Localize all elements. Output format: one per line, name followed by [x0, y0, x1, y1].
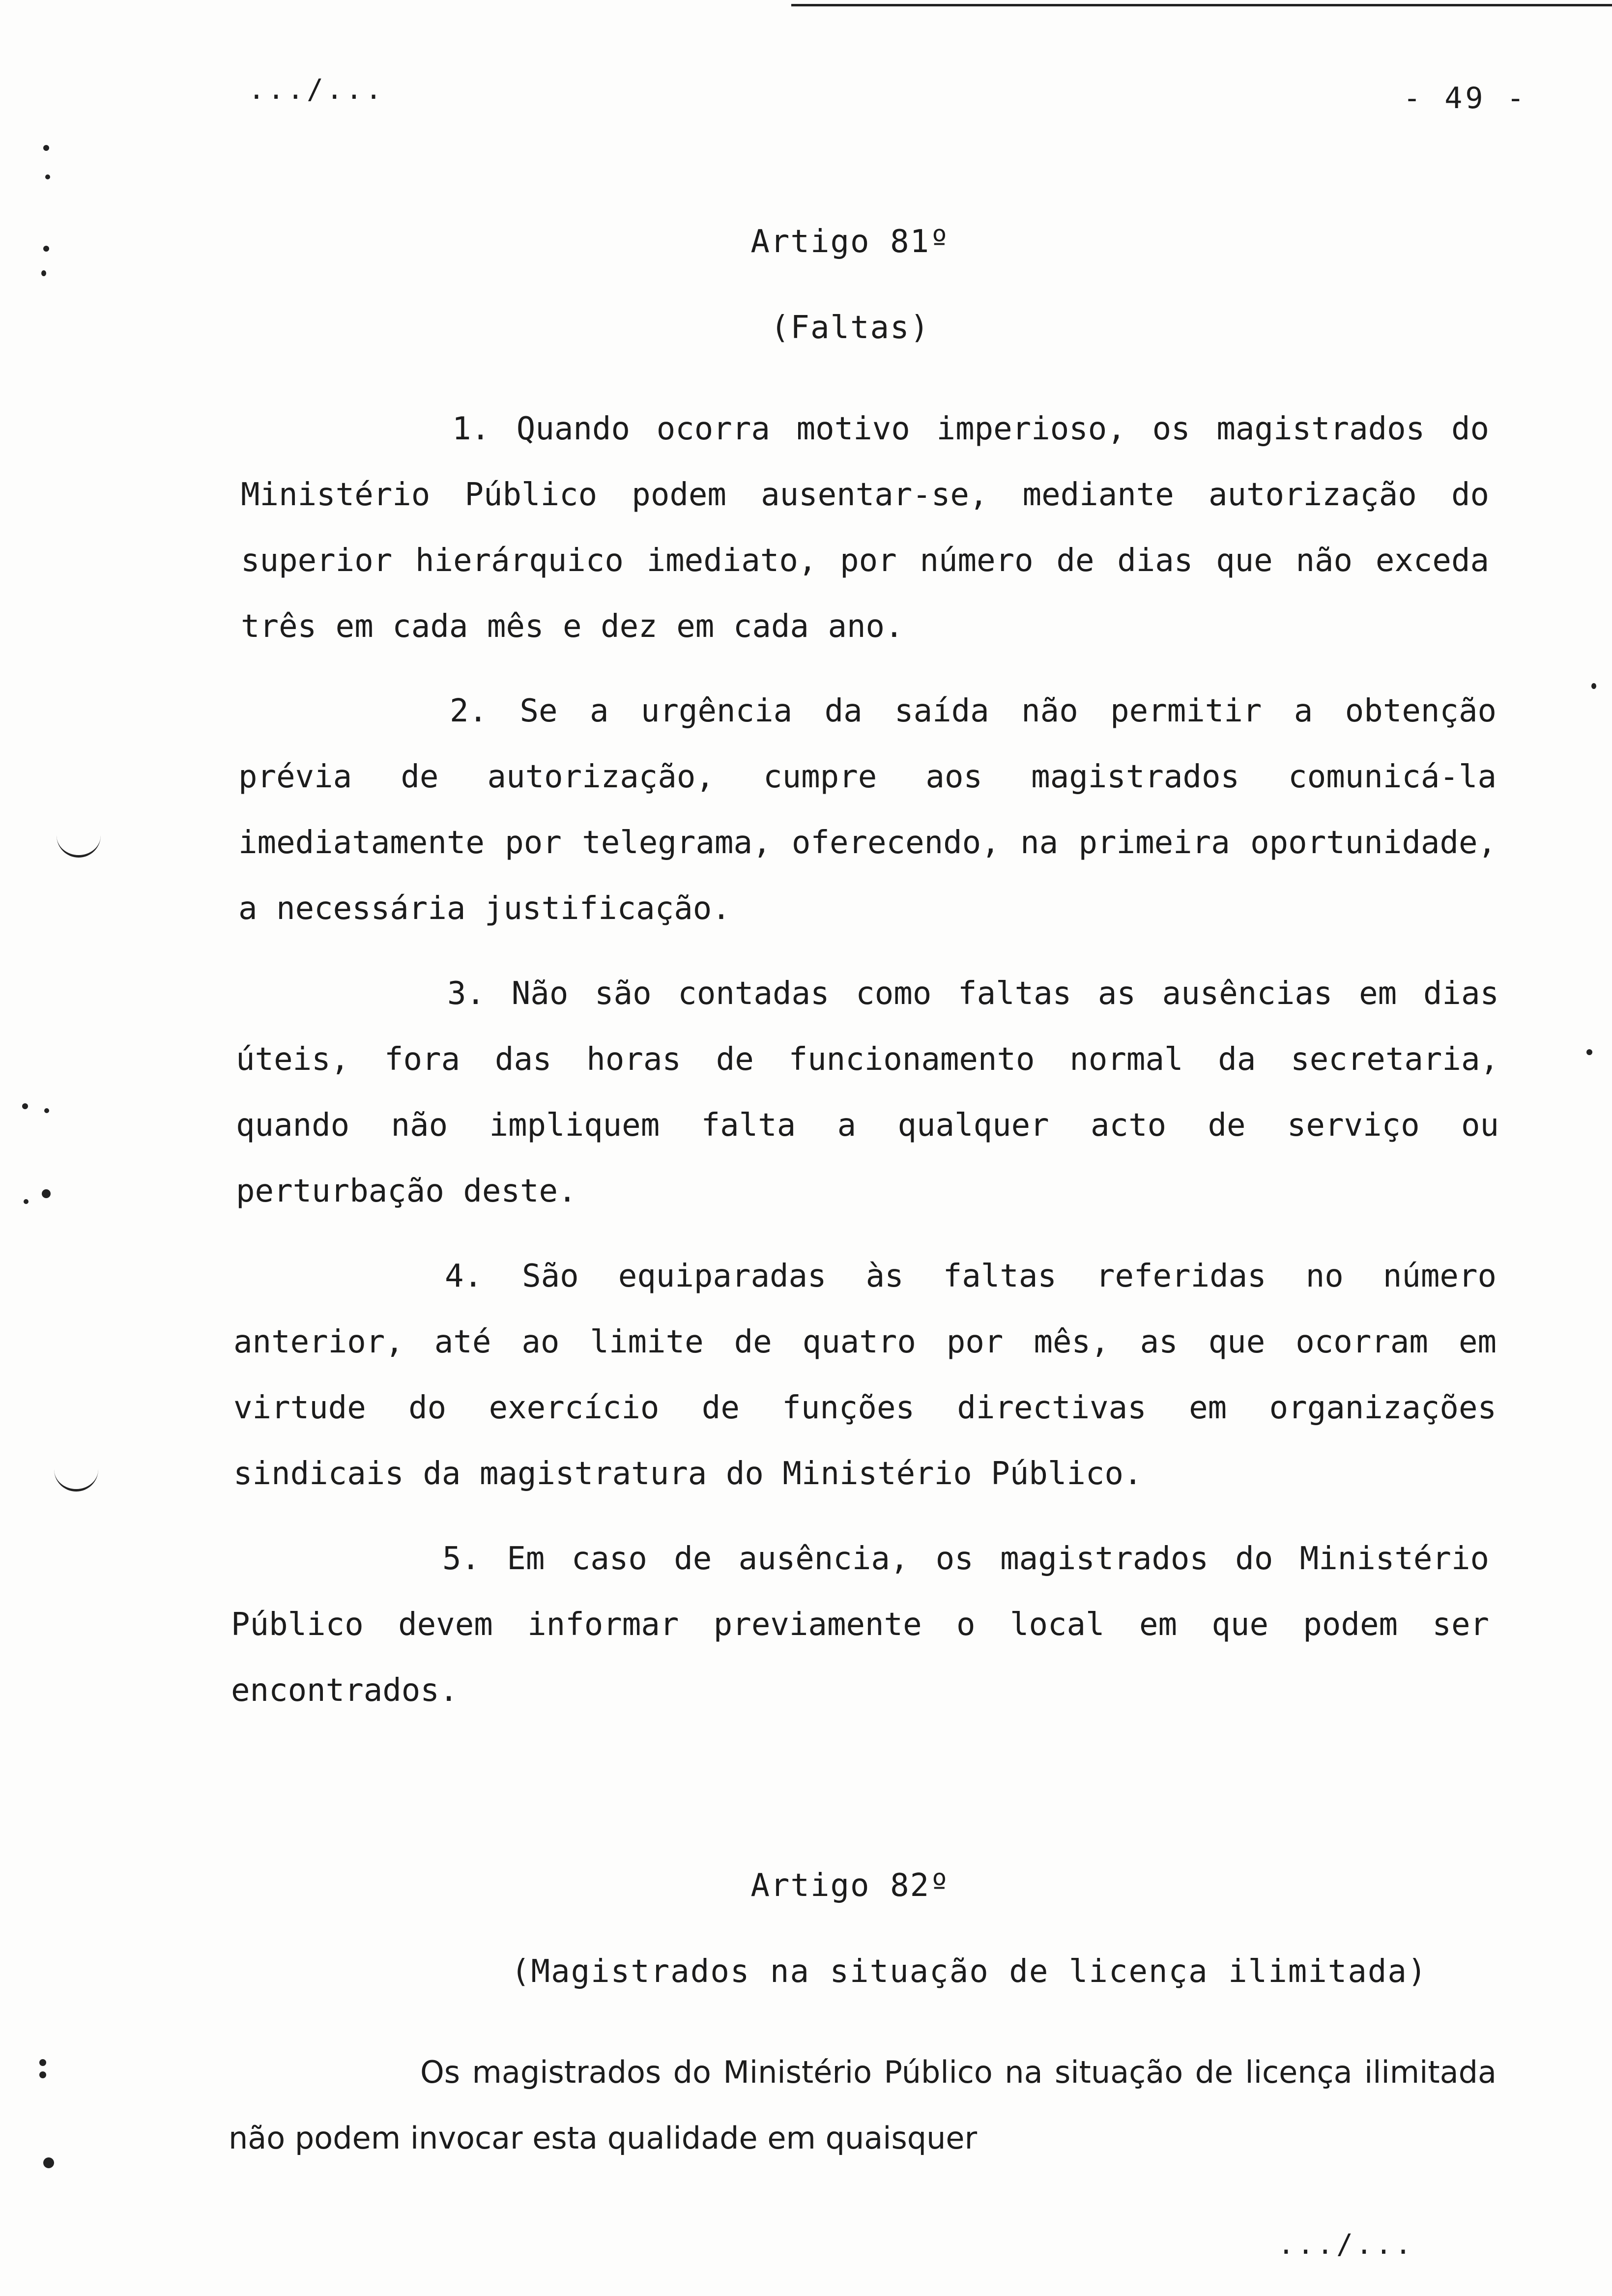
- article-81-title: Artigo 81º: [750, 224, 950, 260]
- paragraph-number: 2.: [450, 693, 488, 729]
- margin-speck: [41, 270, 46, 276]
- margin-speck: [44, 1108, 49, 1113]
- margin-speck: [45, 174, 50, 179]
- paragraph-text: Em caso de ausência, os magistrados do Ministério Público devem informar previamente o local em que podem ser encontrados.: [231, 1541, 1489, 1709]
- margin-speck: [43, 2157, 54, 2168]
- article-81-paragraph-3: [236, 961, 1499, 1224]
- article-81-paragraph-2: [238, 678, 1497, 942]
- paragraph-text: Não são contadas como faltas as ausências em dias úteis, fora das horas de funcionamento normal da secretaria, quando não impliquem falta a qualquer acto de serviço ou perturbação deste.: [236, 976, 1499, 1209]
- paragraph-number: 1.: [452, 411, 490, 447]
- punch-hole-mark: [54, 1469, 98, 1492]
- paragraph-number: 3.: [447, 976, 486, 1012]
- margin-speck: [1586, 1049, 1592, 1055]
- margin-speck: [42, 1189, 51, 1198]
- article-82-paragraph: [229, 2039, 1497, 2171]
- paragraph-text: São equiparadas às faltas referidas no número anterior, até ao limite de quatro por mês, as que ocorram em virtude do exercício de funções directivas em organizações sindicais da magistratura do Ministério Público.: [233, 1258, 1497, 1492]
- article-82-title: Artigo 82º: [750, 1867, 950, 1904]
- top-rule: [791, 4, 1612, 6]
- paragraph-text: Se a urgência da saída não permitir a obtenção prévia de autorização, cumpre aos magistrados comunicá-la imediatamente por telegrama, oferecendo, na primeira oportunidade, a necessária justificação.: [238, 693, 1497, 927]
- margin-speck: [24, 1199, 29, 1204]
- article-81-subtitle: (Faltas): [770, 310, 930, 346]
- paragraph-text: Os magistrados do Ministério Público na situação de licença ilimitada não podem invocar esta qualidade em quaisquer: [229, 2054, 1497, 2156]
- margin-speck: [43, 145, 49, 151]
- margin-speck: [1591, 683, 1596, 689]
- paragraph-number: 5.: [442, 1541, 481, 1577]
- article-81-paragraph-5: [231, 1526, 1489, 1723]
- margin-speck: [22, 1103, 28, 1109]
- margin-speck: [39, 2059, 46, 2066]
- article-82-subtitle: (Magistrados na situação de licença ilimitada): [511, 1953, 1428, 1990]
- margin-speck: [39, 2071, 46, 2078]
- margin-speck: [43, 246, 49, 252]
- paragraph-number: 4.: [445, 1258, 483, 1294]
- article-81-paragraph-4: [233, 1243, 1497, 1507]
- punch-hole-mark: [57, 835, 101, 858]
- article-81-paragraph-1: [241, 396, 1489, 660]
- continuation-marker-top: .../...: [248, 74, 385, 106]
- page-number: - 49 -: [1403, 81, 1527, 115]
- continuation-marker-bottom: .../...: [1278, 2229, 1415, 2261]
- paragraph-text: Quando ocorra motivo imperioso, os magistrados do Ministério Público podem ausentar-se, mediante autorização do superior hierárquico imediato, por número de dias que não exceda três em cada mês e dez em cada ano.: [241, 411, 1490, 645]
